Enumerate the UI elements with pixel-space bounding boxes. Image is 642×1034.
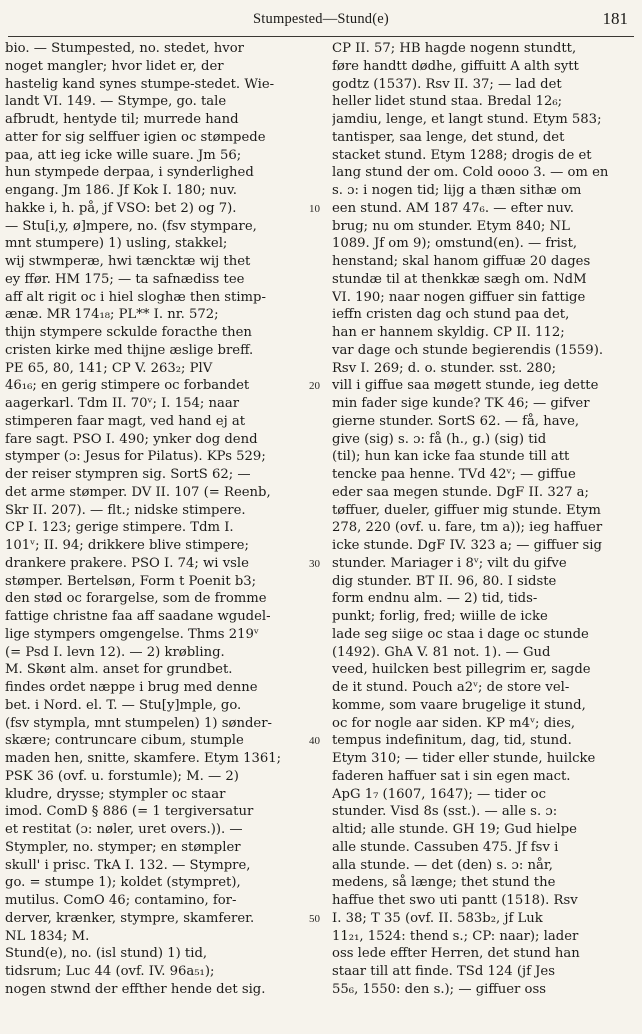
text-line: altid; alle stunde. GH 19; Gud hielpe [332,822,577,837]
text-line: PSK 36 (ovf. u. forstumle); M. — 2) [5,768,239,784]
text-line: oss lede effter Herren, det stund han [332,946,580,962]
text-line: godtz (1537). Rsv II. 37; — lad det [332,76,562,92]
text-line: drankere prakere. PSO I. 74; wi vsle [5,555,249,571]
text-line: NL 1834; M. [5,928,90,944]
text-line: (til); hun kan icke faa stunde till att [332,449,570,465]
text-line: een stund. AM 187 47₆. — efter nuv. [332,200,574,216]
text-line: cristen kirke med thijne æslige breff. [5,342,254,358]
text-line: PE 65, 80, 141; CP V. 263₂; PlV [5,360,213,376]
text-line: aff alt rigit oc i hiel sloghæ then stimp- [5,289,266,305]
text-line: brug; nu om stunder. Etym 840; NL [332,218,570,234]
page-header [0,0,642,40]
text-line: landt VI. 149. — Stympe, go. tale [5,94,227,110]
text-line: han er hannem skyldig. CP II. 112; [332,325,565,340]
text-line: nogen stwnd der effther hende det sig. [5,981,266,997]
text-line: stacket stund. Etym 1288; drogis de et [332,147,592,163]
text-line: CP II. 57; HB hagde nogenn stundtt, [332,41,577,56]
text-line: var dage och stunde begierendis (1559). [332,342,604,358]
text-line: Rsv I. 269; d. o. stunder. sst. 280; [332,360,557,376]
text-line: Stund(e), no. (isl stund) 1) tid, [5,946,208,962]
page-number: 181 [602,9,628,28]
text-line: stymper (ɔ: Jesus for Pilatus). KPs 529; [5,449,266,465]
text-line: s. ɔ: i nogen tid; lijg a thæn sithæ om [332,183,582,198]
text-line: tøffuer, dueler, giffuer mig stunde. Etym [332,502,601,518]
text-line: hakke i, h. på, jf VSO: bet 2) og 7). [5,200,237,216]
text-line: et restitat (ɔ: nøler, uret overs.)). — [5,822,243,837]
running-head: Stumpested—Stund(e) [253,11,389,27]
text-line: veed, huilcken best pillegrim er, sagde [332,662,591,678]
text-line: haffue thet swo uti pantt (1518). Rsv [332,893,578,908]
text-line: stimperen faar magt, ved hand ej at [5,413,246,429]
text-line: bet. i Nord. el. T. — Stu[y]mple, go. [5,697,242,713]
right-column [332,40,632,1030]
text-line: (= Psd I. levn 12). — 2) krøbling. [5,644,225,660]
text-line: engang. Jm 186. Jf Kok I. 180; nuv. [5,183,237,198]
text-line: 1089. Jf om 9); omstund(en). — frist, [332,236,578,252]
line-number-marker: 30 [309,557,320,570]
text-line: form endnu alm. — 2) tid, tids- [332,591,538,607]
text-line: faderen haffuer sat i sin egen mact. [332,768,571,784]
text-line: staar till att finde. TSd 124 (jf Jes [332,964,555,979]
text-line: tempus indefinitum, dag, tid, stund. [332,733,572,749]
text-line: ænæ. MR 174₁₈; PL** I. nr. 572; [5,307,219,323]
text-line: heller lidet stund staa. Bredal 12₆; [332,94,563,110]
text-line: kludre, drysse; stympler oc staar [5,786,226,802]
text-line: lade seg siige oc staa i dage oc stunde [332,626,589,642]
text-line: gierne stunder. SortS 62. — få, have, [332,413,580,429]
text-line: stunder. Mariager i 8ᵛ; vilt du gifve [332,555,567,571]
text-line: vill i giffue saa møgett stunde, ieg dette [332,378,599,394]
text-line: icke stunde. DgF IV. 323 a; — giffuer sig [332,538,602,553]
text-line: imod. ComD § 886 (= 1 tergiversatur [5,804,254,820]
text-line: det arme stømper. DV II. 107 (= Reenb, [5,484,271,500]
text-line: der reiser stympren sig. SortS 62; — [5,467,251,482]
text-line: ey ffør. HM 175; — ta safnædiss tee [5,271,245,287]
text-line: fattige christne faa aff saadane wgudel- [5,609,271,624]
text-line: lang stund der om. Cold oooo 3. — om en [332,165,609,181]
line-number-marker: 50 [309,912,320,925]
text-line: Stympler, no. stymper; en stømpler [5,839,241,855]
text-line: aagerkarl. Tdm II. 70ᵛ; I. 154; naar [5,396,240,411]
text-line: fare sagt. PSO I. 490; ynker dog dend [5,431,258,447]
text-line: findes ordet næppe i brug med denne [5,680,258,695]
text-line: thijn stympere sckulde foracthe then [5,325,252,340]
text-line: maden hen, snitte, skamfere. Etym 1361; [5,751,282,766]
text-line: CP I. 123; gerige stimpere. Tdm I. [5,520,234,536]
text-line: føre handtt dødhe, giffuitt A alth sytt [332,58,579,74]
text-line: ApG 1₇ (1607, 1647); — tider oc [332,786,546,802]
text-line: atter for sig selffuer igien oc stømpede [5,129,266,145]
text-line: derver, krænker, stympre, skamferer. [5,910,255,926]
line-number-marker: 10 [309,202,320,215]
text-line: M. Skønt alm. anset for grundbet. [5,662,233,678]
text-line: alle stunde. Cassuben 475. Jf fsv i [332,839,559,855]
text-line: punkt; forlig, fred; wiille de icke [332,609,548,624]
line-number-marker: 20 [309,380,320,393]
left-column [5,40,307,1030]
text-line: skære; contruncare cibum, stumple [5,733,244,749]
text-line: henstand; skal hanom giffuæ 20 dages [332,254,591,269]
text-line: den stød oc forargelse, som de fromme [5,591,267,607]
text-line: (1492). GhA V. 81 not. 1). — Gud [332,644,551,660]
text-line: hastelig kand synes stumpe-stedet. Wie- [5,76,275,92]
text-line: give (sig) s. ɔ: få (h., g.) (sig) tid [332,431,547,447]
text-line: mutilus. ComO 46; contamino, for- [5,893,237,908]
text-line: VI. 190; naar nogen giffuer sin fattige [332,289,586,305]
text-line: skull' i prisc. TkA I. 132. — Stympre, [5,857,251,873]
text-line: 11₂₁, 1524: thend s.; CP: naar); lader [332,928,579,944]
text-line: 278, 220 (ovf. u. fare, tm a)); ieg haffuer [332,520,603,536]
text-line: stundæ til at thenkkæ sægh om. NdM [332,271,587,287]
text-line: 55₆, 1550: den s.); — giffuer oss [332,981,546,997]
text-line: de it stund. Pouch a2ᵛ; de store vel- [332,680,570,695]
text-line: tantisper, saa lenge, det stund, det [332,129,565,145]
text-line: hun stympede derpaa, i synderlighed [5,165,254,181]
text-line: 101ᵛ; II. 94; drikkere blive stimpere; [5,538,249,553]
text-line: paa, att ieg icke wille suare. Jm 56; [5,147,242,163]
text-line: medens, så længe; thet stund the [332,875,556,891]
text-line: tidsrum; Luc 44 (ovf. IV. 96a₅₁); [5,964,215,979]
text-line: mnt stumpere) 1) usling, stakkel; [5,236,228,252]
text-line: komme, som vaare brugelige it stund, [332,697,586,713]
text-line: (fsv stympla, mnt stumpelen) 1) sønder- [5,715,272,731]
text-line: tencke paa henne. TVd 42ᵛ; — giffue [332,467,576,482]
text-line: wij stwmperæ, hwi tæncktæ wij thet [5,254,251,269]
text-line: afbrudt, hentyde til; murrede hand [5,112,239,127]
text-line: 46₁₆; en gerig stimpere oc forbandet [5,378,250,394]
text-line: dig stunder. BT II. 96, 80. I sidste [332,573,557,589]
text-line: lige stympers omgengelse. Thms 219ᵛ [5,626,259,642]
text-line: noget mangler; hvor lidet er, der [5,58,224,74]
text-line: min fader sige kunde? TK 46; — gifver [332,396,590,411]
text-line: oc for nogle aar siden. KP m4ᵛ; dies, [332,715,576,731]
text-line: bio. — Stumpested, no. stedet, hvor [5,41,244,56]
text-line: ieffn cristen dag och stund paa det, [332,307,570,323]
text-line: jamdiu, lenge, et langt stund. Etym 583; [332,112,602,127]
text-line: eder saa megen stunde. DgF II. 327 a; [332,484,589,500]
text-line: stømper. Bertelsøn, Form t Poenit b3; [5,573,257,589]
header-rule [8,36,634,37]
text-line: go. = stumpe 1); koldet (stympret), [5,875,241,891]
text-line: — Stu[i,y, ø]mpere, no. (fsv stympare, [5,218,257,234]
text-line: stunder. Visd 8s (sst.). — alle s. ɔ: [332,804,558,820]
text-line: Skr II. 207). — flt.; nidske stimpere. [5,502,246,518]
text-line: alla stunde. — det (den) s. ɔ: når, [332,857,553,873]
text-line: I. 38; T 35 (ovf. II. 583b₂, jf Luk [332,910,543,926]
text-line: Etym 310; — tider eller stunde, huilcke [332,751,596,766]
line-number-marker: 40 [309,735,320,748]
